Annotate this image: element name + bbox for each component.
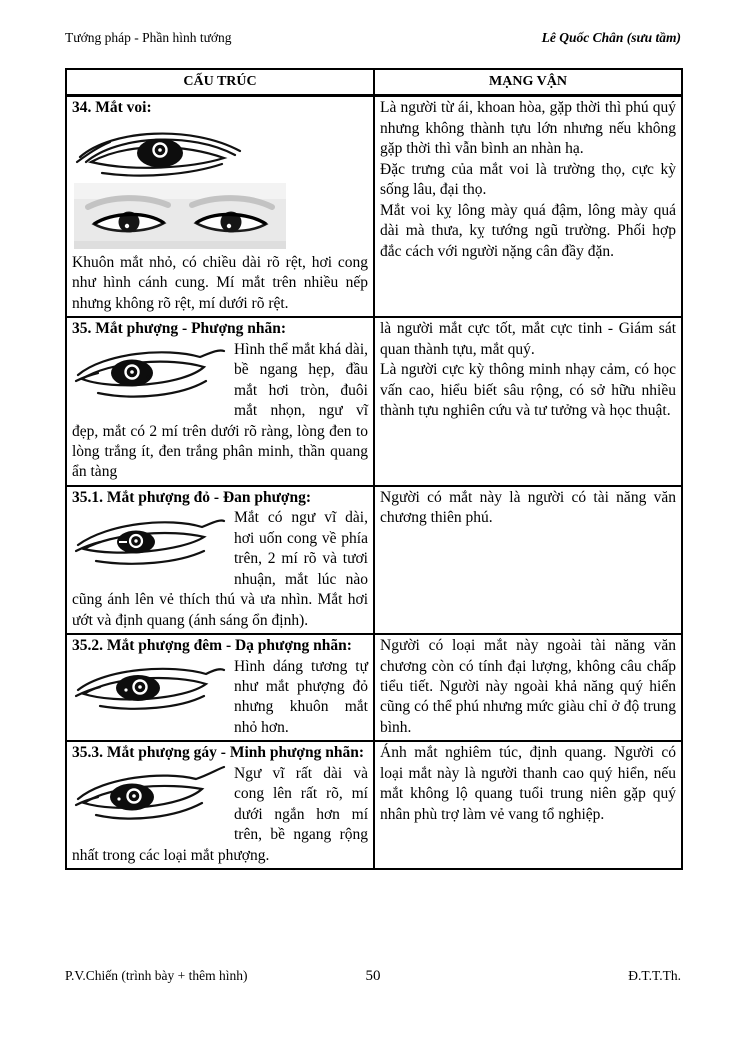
fate-cell-34 <box>374 96 682 317</box>
column-header-structure: CẤU TRÚC <box>66 69 374 96</box>
fate-paragraph: Người có mắt này là người có tài năng văn chương thiên phú. <box>380 488 676 527</box>
table-header-row <box>66 69 682 96</box>
structure-text-35: Hình thể mắt khá dài, bề ngang hẹp, đầu mắt hơi tròn, đuôi mắt nhọn, ngư vĩ đẹp, mắt có 2 mí trên dưới rõ ràng, lòng đen to lòng trắng ít, đen trắng phân minh, thần quang ẩn tàng <box>72 340 368 481</box>
row-title-35: 35. Mắt phượng - Phượng nhãn: <box>72 320 287 338</box>
table-row <box>66 741 682 869</box>
row-title-35-3: 35.3. Mắt phượng gáy - Minh phượng nhãn: <box>72 744 365 762</box>
fate-paragraph: Mắt voi kỵ lông mày quá đậm, lông mày quá dài mà thưa, kỵ tướng ngũ trường. Phối hợp đắc cách với người nặng cân đầy đặn. <box>380 201 676 260</box>
footer-credit: P.V.Chiến (trình bày + thêm hình) <box>65 968 248 983</box>
document-page <box>65 30 681 870</box>
table-row <box>66 96 682 317</box>
table-row <box>66 634 682 741</box>
crowing-phoenix-eye-sketch <box>72 765 228 831</box>
column-header-fate: MẠNG VẬN <box>374 69 682 96</box>
fate-paragraph: Là người từ ái, khoan hòa, gặp thời thì phú quý nhưng không thành tựu lớn nhưng nếu không gặp thời thì vẫn bình an nhàn hạ. <box>380 99 676 158</box>
elephant-eyes-photo <box>74 183 286 249</box>
row-title-35-2: 35.2. Mắt phượng đêm - Dạ phượng nhãn: <box>72 637 352 655</box>
fate-text-35-3 <box>380 743 676 825</box>
fate-text-35-2 <box>380 636 676 738</box>
structure-text-35-2: Hình dáng tương tự như mắt phượng đỏ nhưng khuôn mắt nhỏ hơn. <box>234 657 368 736</box>
footer-initials: Đ.T.T.Th. <box>628 968 681 983</box>
running-header <box>65 30 681 46</box>
fate-cell-35-3 <box>374 741 682 869</box>
fate-cell-35-1 <box>374 486 682 634</box>
structure-cell-35-1 <box>66 486 374 634</box>
phoenix-eye-sketch <box>72 341 228 415</box>
fate-paragraph: là người mắt cực tốt, mắt cực tinh - Giám sát quan thành tựu, mắt quý. <box>380 320 676 358</box>
row-title-35-1: 35.1. Mắt phượng đỏ - Đan phượng: <box>72 488 312 506</box>
elephant-eye-sketch <box>74 121 246 177</box>
fate-text-35 <box>380 319 676 421</box>
table-row <box>66 317 682 486</box>
fate-cell-35-2 <box>374 634 682 741</box>
red-phoenix-eye-sketch <box>72 509 228 579</box>
fate-text-35-1 <box>380 488 676 529</box>
fate-paragraph: Người có loại mắt này ngoài tài năng văn chương còn có tính đại lượng, không câu chấp tiểu tiết. Người này ngoài khả năng quý hiển cũng có thể phú nhưng mức giàu chỉ ở độ trung bình. <box>380 637 676 736</box>
fate-paragraph: Ánh mắt nghiêm túc, định quang. Người có loại mắt này là người thanh cao quý hiển, nếu mắt không lộ quang tuổi trung niên gặp quý nhân phù trợ làm vẻ vang tổ nghiệp. <box>380 744 676 823</box>
structure-text-34: Khuôn mắt nhỏ, có chiều dài rõ rệt, hơi cong như hình cánh cung. Mí mắt trên nhiều nếp nhưng không rõ rệt, mí dưới rõ rệt. <box>72 253 368 312</box>
structure-cell-35-2 <box>66 634 374 741</box>
fate-text-34 <box>380 98 676 262</box>
fate-paragraph: Là người cực kỳ thông minh nhạy cảm, có học vấn cao, hiểu biết sâu rộng, có sở hữu nhiều thành tựu nghiên cứu và tư tưởng và học thuật. <box>380 361 676 420</box>
eye-types-table <box>65 68 683 870</box>
structure-cell-34 <box>66 96 374 317</box>
fate-paragraph: Đặc trưng của mắt voi là trường thọ, cực kỳ sống lâu, đại thọ. <box>380 160 676 199</box>
structure-text-35-1: Mắt có ngư vĩ dài, hơi uốn cong về phía trên, 2 mí rõ và tươi nhuận, mắt lúc nào cũng ánh lên vẻ thích thú và ưa nhìn. Mắt hơi ướt và định quang (ánh sáng ổn định). <box>72 509 368 629</box>
night-phoenix-eye-sketch <box>72 658 228 722</box>
structure-cell-35 <box>66 317 374 486</box>
header-author: Lê Quốc Chân (sưu tầm) <box>541 30 681 45</box>
table-row <box>66 486 682 634</box>
page-number: 50 <box>365 968 381 984</box>
structure-cell-35-3 <box>66 741 374 869</box>
row-title-34: 34. Mắt voi: <box>72 99 152 117</box>
structure-text-35-3: Ngư vĩ rất dài và cong lên rất rõ, mí dưới ngắn hơn mí trên, bề ngang rộng nhất trong các loại mắt phượng. <box>72 764 368 864</box>
header-section-title: Tướng pháp - Phần hình tướng <box>65 30 232 45</box>
fate-cell-35 <box>374 317 682 486</box>
